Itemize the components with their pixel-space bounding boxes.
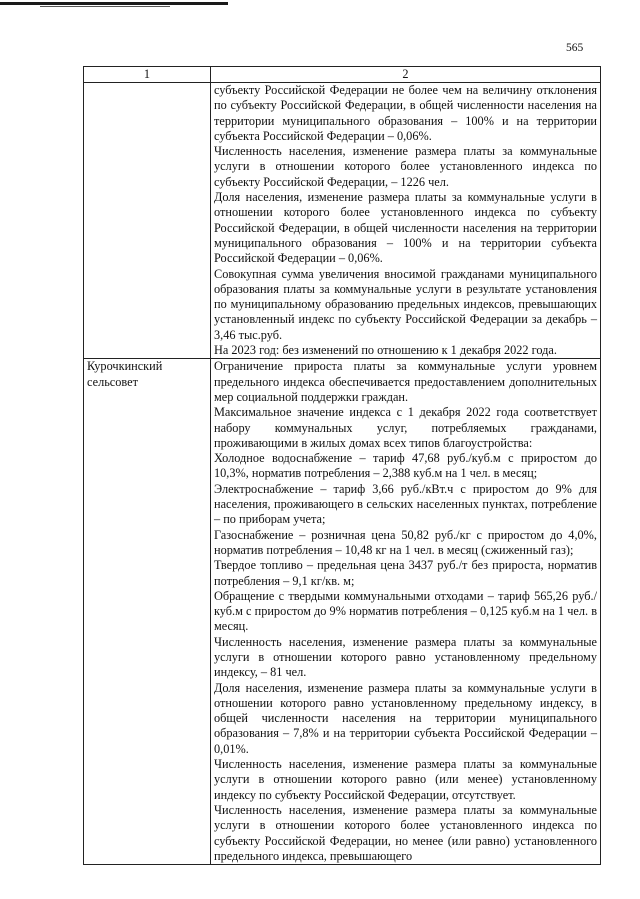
municipal-index-table: [83, 66, 601, 865]
paragraph: Твердое топливо – предельная цена 3437 руб./т без прироста, норматив потребления – 9,1 кг/кв. м;: [214, 558, 597, 588]
paragraph: Доля населения, изменение размера платы за коммунальные услуги в отношении которого равно установленному предельному индексу, в общей численности населения на территории муниципального образования – 7,8% и на территории субъекта Российской Федерации – 0,01%.: [214, 680, 597, 756]
paragraph: Численность населения, изменение размера платы за коммунальные услуги в отношении которого более установленного индекса по субъекту Российской Федерации, но менее (или равно) установленного предельного индекса, превышающего: [214, 802, 597, 863]
paragraph: Максимальное значение индекса с 1 декабря 2022 года соответствует набору коммунальных услуг, потребляемых гражданами, проживающими в жилых домах всех типов благоустройства:: [214, 405, 597, 450]
paragraph: Численность населения, изменение размера платы за коммунальные услуги в отношении которого более установленного индекса по субъекту Российской Федерации, – 1226 чел.: [214, 144, 597, 189]
table-header-row: [84, 67, 601, 83]
page-number: 565: [566, 42, 584, 54]
paragraph: Численность населения, изменение размера платы за коммунальные услуги в отношении которого равно установленному предельному индексу, – 81 чел.: [214, 634, 597, 680]
municipality-cell: Курочкинский сельсовет: [84, 359, 211, 865]
column-header-2: 2: [211, 67, 601, 83]
paragraph: Газоснабжение – розничная цена 50,82 руб./кг с приростом до 4,0%, норматив потребления – 10,48 кг на 1 чел. в месяц (сжиженный газ);: [214, 527, 597, 557]
paragraph: Ограничение прироста платы за коммунальные услуги уровнем предельного индекса обеспечивается предоставлением дополнительных мер социальной поддержки граждан.: [214, 359, 597, 404]
paragraph: Численность населения, изменение размера платы за коммунальные услуги в отношении которого равно (или менее) установленному индексу по субъекту Российской Федерации, отсутствует.: [214, 757, 597, 802]
paragraph: субъекту Российской Федерации не более чем на величину отклонения по субъекту Российской Федерации, в общей численности населения на территории муниципального образования – 100% и на территории субъекта Российской Федерации – 0,06%.: [214, 83, 597, 143]
table-row: [84, 359, 601, 865]
table-row: [84, 83, 601, 359]
scan-artifact-line: [40, 6, 170, 7]
scan-artifact-line: [0, 2, 228, 5]
paragraph: На 2023 год: без изменений по отношению к 1 декабря 2022 года.: [214, 343, 557, 358]
paragraph: Электроснабжение – тариф 3,66 руб./кВт.ч с приростом до 9% для населения, проживающего в сельских населенных пунктах, потребление – по приборам учета;: [214, 481, 597, 527]
paragraph: Обращение с твердыми коммунальными отходами – тариф 565,26 руб./куб.м с приростом до 9% норматив потребления – 0,125 куб.м на 1 чел. в месяц.: [214, 588, 597, 634]
paragraph: Совокупная сумма увеличения вносимой гражданами муниципального образования платы за коммунальные услуги в результате установления по муниципальному образованию предельных индексов, превышающих установленный индекс по субъекту Российской Федерации за декабрь – 3,46 тыс.руб.: [214, 266, 597, 342]
description-cell: [211, 359, 601, 865]
paragraph: Доля населения, изменение размера платы за коммунальные услуги в отношении которого более установленного индекса по субъекту Российской Федерации, в общей численности населения на территории муниципального образования – 100% и на территории субъекта Российской Федерации – 0,06%.: [214, 190, 597, 266]
column-header-1: 1: [84, 67, 211, 83]
description-cell: [211, 83, 601, 359]
paragraph: Холодное водоснабжение – тариф 47,68 руб./куб.м с приростом до 10,3%, норматив потребления – 2,388 куб.м на 1 чел. в месяц;: [214, 451, 597, 481]
municipality-cell: [84, 83, 211, 359]
